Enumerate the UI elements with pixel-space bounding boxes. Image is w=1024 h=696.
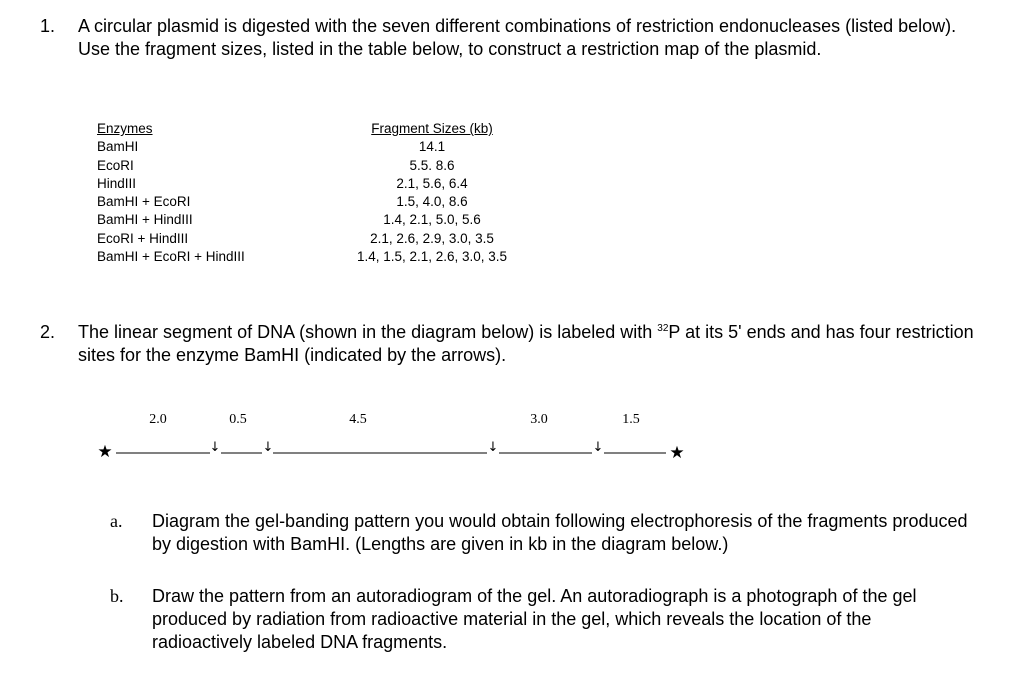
fragment-cell: 14.1 [418, 139, 446, 155]
sub-question-b-letter: b. [110, 586, 124, 606]
enzyme-cell: BamHI + HindIII [97, 212, 193, 228]
down-arrow-icon: ↓ [592, 440, 604, 455]
enzyme-cell: HindIII [97, 175, 137, 191]
sub-question-a-text: Diagram the gel-banding pattern you would obtain following electrophoresis of the fragments produced by digestion with BamHI. (Lengths are given in kb in the diagram below.) [152, 511, 968, 554]
enzyme-cell: EcoRI + HindIII [97, 230, 189, 246]
fragment-cell: 1.4, 1.5, 2.1, 2.6, 3.0, 3.5 [356, 249, 508, 265]
enzyme-cell: EcoRI [97, 157, 134, 173]
down-arrow-icon: ↓ [209, 440, 221, 455]
question-2-number: 2. [40, 322, 56, 342]
star-icon: ★ [97, 442, 113, 462]
segment-length-label: 2.0 [149, 412, 167, 427]
question-2-text-before: The linear segment of DNA (shown in the diagram below) is labeled with [78, 322, 658, 342]
fragment-cell: 5.5. 8.6 [409, 157, 455, 173]
question-1-text: A circular plasmid is digested with the seven different combinations of restriction endonucleases (listed below). Use the fragment sizes, listed in the table below, to construct a restriction map of the plasmid. [78, 16, 957, 59]
isotope-superscript: 32 [657, 323, 669, 334]
question-1-number: 1. [40, 16, 56, 36]
fragment-cell: 2.1, 5.6, 6.4 [396, 175, 468, 191]
enzyme-cell: BamHI + EcoRI [97, 194, 191, 210]
enzymes-header: Enzymes [97, 121, 153, 136]
down-arrow-icon: ↓ [487, 440, 499, 455]
segment-length-label: 3.0 [530, 412, 548, 427]
fragments-header: Fragment Sizes (kb) [371, 121, 493, 136]
down-arrow-icon: ↓ [262, 440, 274, 455]
fragment-cell: 1.5, 4.0, 8.6 [396, 194, 468, 210]
sub-question-b-text: Draw the pattern from an autoradiogram of the gel. An autoradiograph is a photograph of the gel produced by radiation from radioactive material in the gel, which reveals the location of the radioactively labeled DNA fragments. [152, 586, 917, 652]
segment-length-label: 4.5 [349, 412, 367, 427]
segment-length-label: 1.5 [622, 412, 640, 427]
star-icon: ★ [669, 443, 685, 463]
sub-question-a-letter: a. [110, 511, 123, 531]
enzyme-cell: BamHI + EcoRI + HindIII [97, 249, 245, 265]
fragment-cell: 2.1, 2.6, 2.9, 3.0, 3.5 [370, 230, 494, 246]
fragment-cell: 1.4, 2.1, 5.0, 5.6 [383, 212, 481, 228]
enzyme-cell: BamHI [97, 139, 139, 155]
segment-length-label: 0.5 [229, 412, 247, 427]
question-2-text-after: P at its 5' ends and has four restriction sites for the enzyme BamHI (indicated by the arrows). [78, 322, 974, 365]
